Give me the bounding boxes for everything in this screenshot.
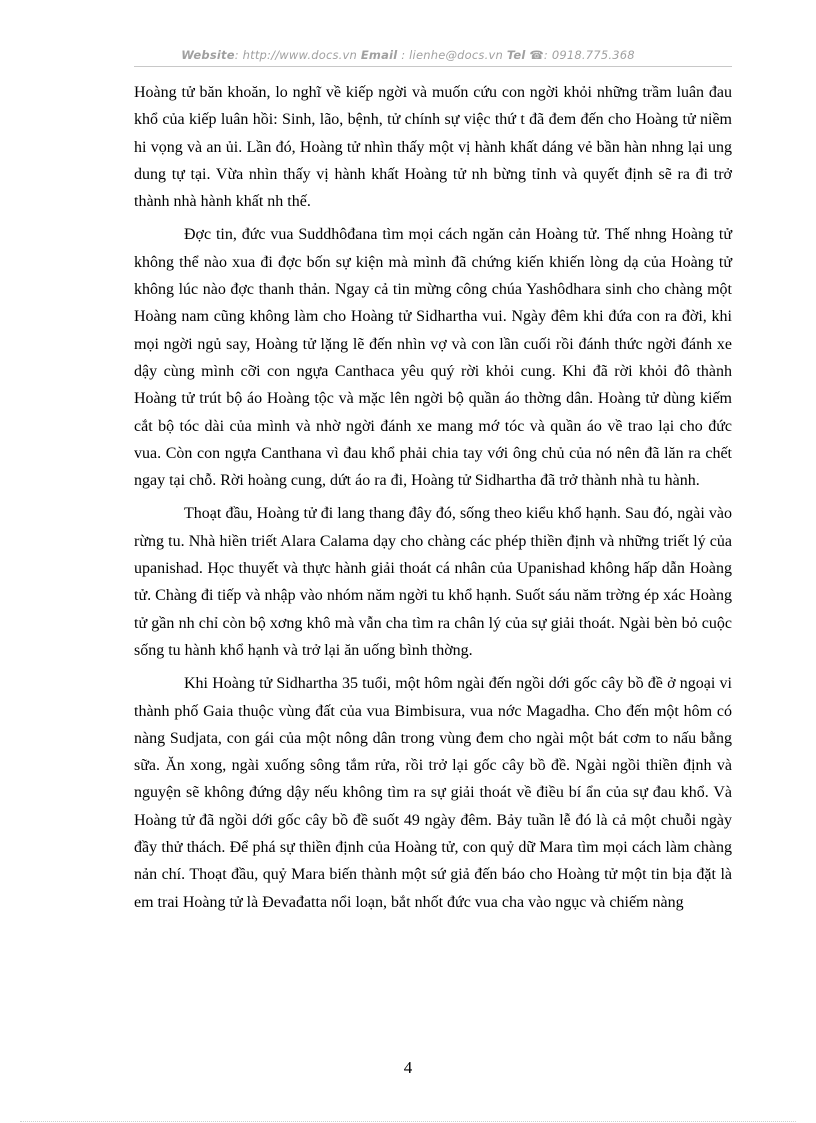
header-divider xyxy=(134,66,732,67)
tel-value: ☎: 0918.775.368 xyxy=(529,48,635,62)
tel-label: Tel xyxy=(506,48,526,62)
email-label: Email xyxy=(360,48,398,62)
website-label: Website xyxy=(181,48,235,62)
email-value: : lienhe@docs.vn xyxy=(401,48,503,62)
paragraph-1: Hoàng tử băn khoăn, lo nghĩ về kiếp ngời và muốn cứu con ngời khỏi những trầm luân đau khổ của kiếp luân hồi: Sinh, lão, bệnh, tử chính sự việc thứ t đã đem đến cho Hoàng tử niềm hi vọng và an ủi. Lần đó, Hoàng tử nhìn thấy một vị hành khất dáng vẻ bần hàn nhng lại ung dung tự tại. Vừa nhìn thấy vị hành khất Hoàng tử nh bừng tỉnh và quyết định sẽ ra đi trở thành nhà hành khất nh thế. xyxy=(134,84,732,211)
page-header xyxy=(0,48,816,62)
paragraph-4: Khi Hoàng tử Sidhartha 35 tuổi, một hôm ngài đến ngồi dới gốc cây bồ đề ở ngoại vi thành phố Gaia thuộc vùng đất của vua Bimbisura, vua nớc Magadha. Cho đến một hôm có nàng Sudjata, con gái của một nông dân trong vùng đem cho ngài một bát cơm to nấu bằng sữa. Ăn xong, ngài xuống sông tắm rửa, rồi trở lại gốc cây bồ đề. Ngài ngồi thiền định và nguyện sẽ không đứng dậy nếu không tìm ra sự giải thoát về điều bí ẩn của sự đau khổ. Và Hoàng tử đã ngồi dới gốc cây bồ đề suốt 49 ngày đêm. Bảy tuần lễ đó là cả một chuỗi ngày đầy thử thách. Để phá sự thiền định của Hoàng tử, con quỷ dữ Mara tìm mọi cách làm chàng nản chí. Thoạt đầu, quỷ Mara biến thành một sứ giả đến báo cho Hoàng tử một tin bịa đặt là em trai Hoàng tử là Đevađatta nổi loạn, bắt nhốt đức vua cha vào ngục và chiếm nàng xyxy=(134,675,732,911)
website-value: : http://www.docs.vn xyxy=(234,48,358,62)
paragraph-3: Thoạt đầu, Hoàng tử đi lang thang đây đó, sống theo kiểu khổ hạnh. Sau đó, ngài vào rừng tu. Nhà hiền triết Alara Calama dạy cho chàng các phép thiền định và những triết lý của upanishad. Học thuyết và thực hành giải thoát cá nhân của Upanishad không hấp dẫn Hoàng tử. Chàng đi tiếp và nhập vào nhóm năm ngời tu khổ hạnh. Suốt sáu năm trờng ép xác Hoàng tử gần nh chỉ còn bộ xơng khô mà vẫn cha tìm ra chân lý của sự giải thoát. Ngài bèn bỏ cuộc sống tu hành khổ hạnh và trở lại ăn uống bình thờng. xyxy=(134,505,732,659)
page-number: 4 xyxy=(403,1058,413,1077)
page-bottom-divider xyxy=(20,1121,796,1122)
paragraph-2: Đợc tin, đức vua Suddhôđana tìm mọi cách ngăn cản Hoàng tử. Thế nhng Hoàng tử không thể nào xua đi đợc bốn sự kiện mà mình đã chứng kiến khiến lòng dạ của Hoàng tử không lúc nào đợc thanh thản. Ngay cả tin mừng công chúa Yashôdhara sinh cho chàng một Hoàng nam cũng không làm cho Hoàng tử Sidhartha vui. Ngày đêm khi đứa con ra đời, khi mọi ngời ngủ say, Hoàng tử lặng lẽ đến nhìn vợ và con lần cuối rồi đánh thức ngời đánh xe dậy cùng mình cỡi con ngựa Canthaca yêu quý rời khỏi cung. Khi đã rời khỏi đô thành Hoàng tử trút bộ áo Hoàng tộc và mặc lên ngời bộ quần áo thờng dân. Hoàng tử dùng kiếm cắt bộ tóc dài của mình và nhờ ngời đánh xe mang mớ tóc và quần áo về trao lại cho đức vua. Còn con ngựa Canthana vì đau khổ phải chia tay với ông chủ của nó nên đã lăn ra chết ngay tại chỗ. Rời hoàng cung, dứt áo ra đi, Hoàng tử Sidhartha đã trở thành nhà tu hành. xyxy=(134,226,732,490)
document-body xyxy=(134,79,732,922)
